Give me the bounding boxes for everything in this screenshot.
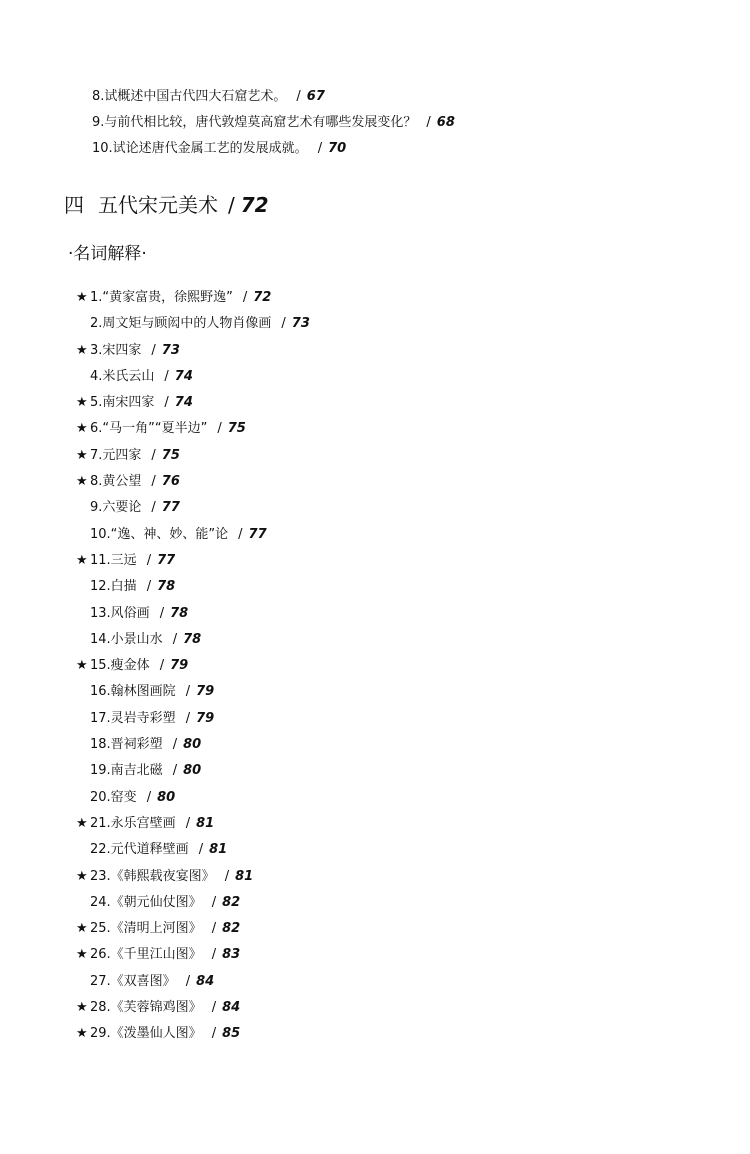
page-number: 74: [174, 395, 193, 411]
separator: /: [228, 193, 235, 217]
separator: /: [172, 763, 178, 779]
term-text: 11.三远: [90, 552, 137, 568]
page-number: 79: [196, 684, 215, 700]
term-item: [76, 416, 696, 442]
star-icon: ★: [76, 395, 88, 411]
term-text: 3.宋四家: [90, 342, 142, 358]
term-text: 15.瘦金体: [90, 658, 150, 674]
page-number: 72: [253, 290, 272, 305]
term-text: 1.“黄家富贵，徐熙野逸”: [90, 290, 233, 305]
section-number: 四: [64, 193, 84, 217]
page-number: 73: [291, 316, 310, 332]
term-text: 12.白描: [90, 579, 137, 595]
page-number: 80: [183, 737, 202, 753]
term-item: [76, 864, 696, 890]
subheading: ·名词解释·: [68, 244, 147, 264]
term-item: [76, 811, 696, 837]
term-item: [76, 627, 696, 653]
separator: /: [185, 684, 191, 700]
star-icon: ★: [76, 290, 88, 305]
separator: /: [146, 552, 152, 568]
term-item: [76, 364, 696, 390]
term-text: 5.南宋四家: [90, 395, 155, 411]
page-number: 70: [328, 141, 347, 156]
star-icon: ★: [76, 447, 88, 463]
separator: /: [159, 605, 165, 621]
star-icon: ★: [76, 868, 88, 884]
page-number: 81: [235, 868, 254, 884]
separator: /: [164, 368, 169, 384]
separator: /: [224, 868, 230, 884]
term-text: 8.黄公望: [90, 474, 142, 490]
separator: /: [146, 579, 152, 595]
term-text: 16.翰林图画院: [90, 684, 176, 700]
term-item: [76, 995, 696, 1021]
term-text: 14.小景山水: [90, 631, 163, 647]
question-text: 8.试概述中国古代四大石窟艺术。: [92, 89, 287, 104]
term-item: [76, 443, 696, 469]
separator: /: [159, 658, 165, 674]
separator: /: [151, 500, 156, 516]
question-text: 9.与前代相比较，唐代敦煌莫高窟艺术有哪些发展变化？: [92, 115, 417, 130]
term-item: [76, 469, 696, 495]
separator: /: [164, 395, 169, 411]
term-item: [76, 495, 696, 521]
term-text: 20.窑变: [90, 789, 137, 805]
star-icon: ★: [76, 474, 88, 490]
term-text: 27.《双喜图》: [90, 973, 176, 989]
section-page-number: 72: [240, 193, 269, 217]
page-number: 78: [157, 579, 176, 595]
separator: /: [238, 526, 243, 542]
star-icon: ★: [76, 921, 88, 937]
term-item: [76, 837, 696, 863]
term-item: [76, 679, 696, 705]
separator: /: [281, 316, 286, 332]
term-text: 21.永乐宫壁画: [90, 815, 176, 831]
term-text: 7.元四家: [90, 447, 142, 463]
term-text: 29.《泼墨仙人图》: [90, 1026, 202, 1042]
separator: /: [185, 973, 191, 989]
question-text: 10.试论述唐代金属工艺的发展成就。: [92, 141, 308, 156]
term-item: [76, 732, 696, 758]
term-item: [76, 574, 696, 600]
term-text: 2.周文矩与顾闳中的人物肖像画: [90, 316, 272, 332]
term-item: [76, 890, 696, 916]
term-item: [76, 548, 696, 574]
term-item: [76, 785, 696, 811]
page-number: 84: [196, 973, 215, 989]
separator: /: [151, 447, 156, 463]
star-icon: ★: [76, 815, 88, 831]
term-item: [76, 522, 696, 548]
page-number: 81: [196, 815, 215, 831]
question-item: [92, 136, 712, 162]
question-list: [92, 84, 712, 162]
page-number: 73: [161, 342, 180, 358]
question-item: [92, 84, 712, 110]
term-text: 28.《芙蓉锦鸡图》: [90, 1000, 202, 1016]
page-number: 77: [248, 526, 267, 542]
term-text: 22.元代道释壁画: [90, 842, 189, 858]
page-number: 67: [306, 89, 325, 104]
page-number: 79: [196, 710, 215, 726]
term-text: 10.“逸、神、妙、能”论: [90, 526, 229, 542]
separator: /: [426, 115, 431, 130]
star-icon: ★: [76, 421, 88, 437]
term-list: [76, 285, 696, 1048]
term-item: [76, 942, 696, 968]
separator: /: [217, 421, 222, 437]
page-number: 79: [170, 658, 189, 674]
separator: /: [151, 474, 156, 490]
question-item: [92, 110, 712, 136]
term-text: 19.南吉北磁: [90, 763, 163, 779]
separator: /: [185, 815, 191, 831]
page-number: 68: [436, 115, 455, 130]
page-number: 74: [174, 368, 193, 384]
page-number: 82: [222, 894, 241, 910]
term-text: 18.晋祠彩塑: [90, 737, 163, 753]
separator: /: [211, 921, 217, 937]
section-heading: [64, 190, 269, 220]
section-title: 五代宋元美术: [98, 193, 218, 217]
page-number: 84: [222, 1000, 241, 1016]
page-number: 77: [157, 552, 176, 568]
term-item: [76, 390, 696, 416]
star-icon: ★: [76, 552, 88, 568]
term-item: [76, 653, 696, 679]
page-number: 83: [222, 947, 241, 963]
term-text: 4.米氏云山: [90, 368, 155, 384]
term-item: [76, 338, 696, 364]
separator: /: [242, 290, 248, 305]
star-icon: ★: [76, 947, 88, 963]
term-text: 6.“马一角”“夏半边”: [90, 421, 208, 437]
term-item: [76, 969, 696, 995]
term-text: 26.《千里江山图》: [90, 947, 202, 963]
page-number: 75: [227, 421, 246, 437]
term-text: 13.风俗画: [90, 605, 150, 621]
term-item: [76, 601, 696, 627]
page-number: 82: [222, 921, 241, 937]
term-text: 23.《韩熙载夜宴图》: [90, 868, 215, 884]
page-number: 76: [161, 474, 180, 490]
star-icon: ★: [76, 342, 88, 358]
term-text: 17.灵岩寺彩塑: [90, 710, 176, 726]
term-item: [76, 706, 696, 732]
star-icon: ★: [76, 1026, 88, 1042]
page-number: 81: [209, 842, 228, 858]
star-icon: ★: [76, 658, 88, 674]
term-text: 9.六要论: [90, 500, 142, 516]
separator: /: [146, 789, 152, 805]
separator: /: [172, 737, 178, 753]
term-item: [76, 758, 696, 784]
separator: /: [198, 842, 204, 858]
separator: /: [151, 342, 156, 358]
page-number: 75: [161, 447, 180, 463]
separator: /: [317, 141, 323, 156]
page-number: 78: [170, 605, 189, 621]
term-text: 24.《朝元仙仗图》: [90, 894, 202, 910]
separator: /: [296, 89, 301, 104]
separator: /: [211, 894, 217, 910]
separator: /: [185, 710, 191, 726]
page-number: 78: [183, 631, 202, 647]
term-item: [76, 285, 696, 311]
separator: /: [211, 1026, 217, 1042]
term-item: [76, 916, 696, 942]
separator: /: [211, 947, 217, 963]
separator: /: [172, 631, 178, 647]
page-number: 77: [161, 500, 180, 516]
page-number: 80: [183, 763, 202, 779]
term-item: [76, 1021, 696, 1047]
page-number: 85: [222, 1026, 241, 1042]
term-text: 25.《清明上河图》: [90, 921, 202, 937]
term-item: [76, 311, 696, 337]
separator: /: [211, 1000, 217, 1016]
page-number: 80: [157, 789, 176, 805]
star-icon: ★: [76, 1000, 88, 1016]
